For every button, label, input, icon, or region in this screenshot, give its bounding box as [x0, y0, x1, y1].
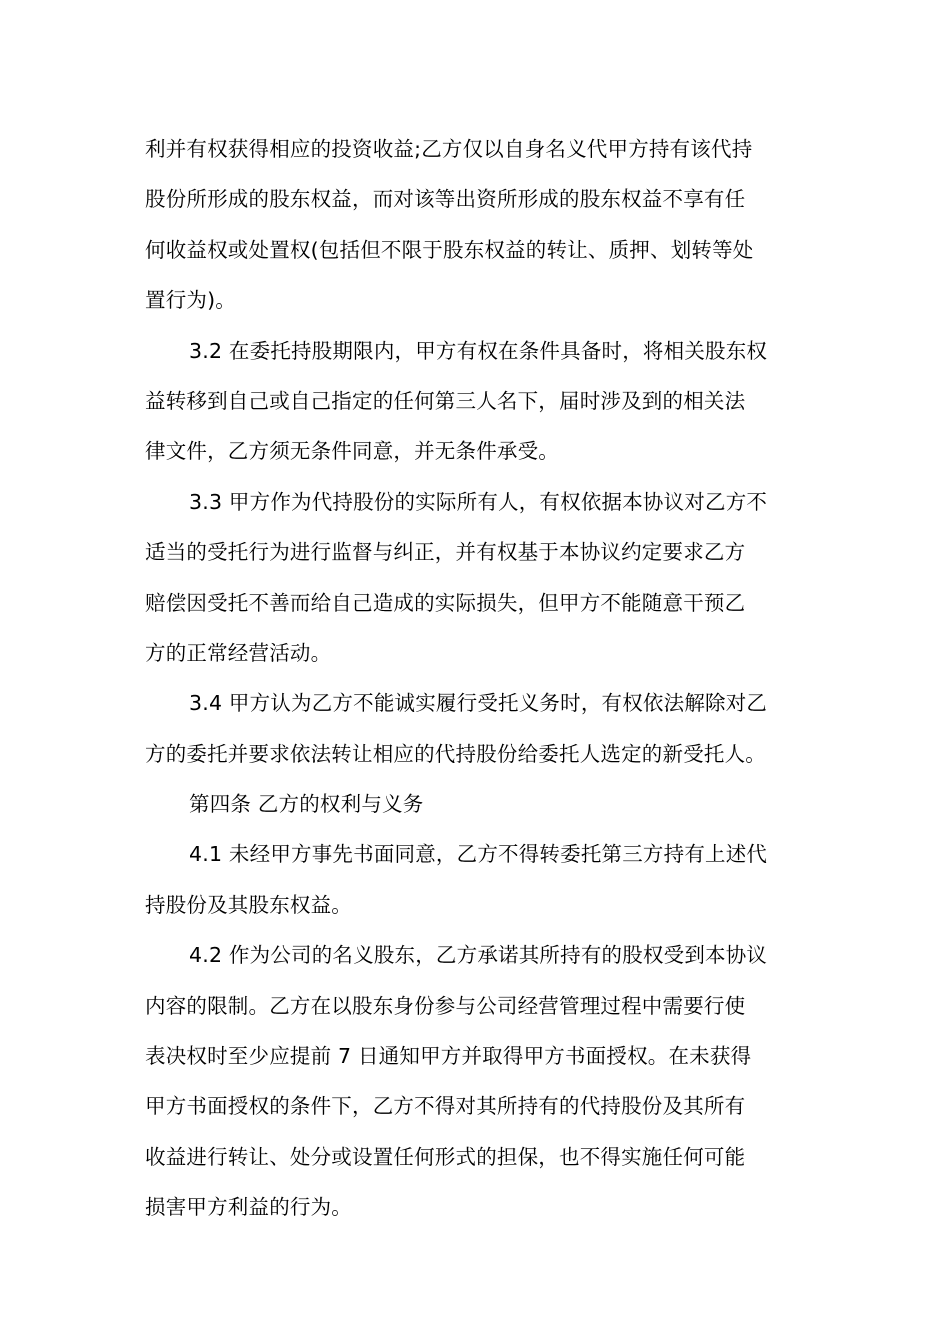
clause-3-3-start: 3.3 甲方作为代持股份的实际所有人，有权依据本协议对乙方不 — [189, 489, 768, 514]
text-line: 内容的限制。乙方在以股东身份参与公司经营管理过程中需要行使 — [145, 993, 746, 1018]
text-line: 利并有权获得相应的投资收益;乙方仅以自身名义代甲方持有该代持 — [145, 137, 753, 161]
text-line: 何收益权或处置权(包括但不限于股东权益的转让、质押、划转等处 — [145, 237, 754, 262]
text-line: 收益进行转让、处分或设置任何形式的担保，也不得实施任何可能 — [145, 1144, 746, 1169]
text-line: 适当的受托行为进行监督与纠正，并有权基于本协议约定要求乙方 — [145, 540, 746, 565]
text-line: 损害甲方利益的行为。 — [145, 1195, 352, 1220]
clause-4-1-start: 4.1 未经甲方事先书面同意，乙方不得转委托第三方持有上述代 — [189, 842, 768, 867]
clause-3-2-start: 3.2 在委托持股期限内，甲方有权在条件具备时，将相关股东权 — [189, 338, 768, 363]
text-line: 股份所形成的股东权益，而对该等出资所形成的股东权益不享有任 — [145, 187, 746, 212]
text-line: 方的委托并要求依法转让相应的代持股份给委托人选定的新受托人。 — [145, 741, 766, 766]
text-line: 持股份及其股东权益。 — [145, 892, 352, 917]
text-line: 益转移到自己或自己指定的任何第三人名下，届时涉及到的相关法 — [145, 388, 746, 413]
text-line: 表决权时至少应提前 7 日通知甲方并取得甲方书面授权。在未获得 — [145, 1044, 752, 1069]
text-line: 律文件，乙方须无条件同意，并无条件承受。 — [145, 439, 559, 464]
text-line: 甲方书面授权的条件下，乙方不得对其所持有的代持股份及其所有 — [145, 1094, 746, 1119]
document-body — [145, 124, 807, 1233]
text-line: 方的正常经营活动。 — [145, 640, 332, 665]
clause-4-2-start: 4.2 作为公司的名义股东，乙方承诺其所持有的股权受到本协议 — [189, 943, 768, 968]
text-line: 赔偿因受托不善而给自己造成的实际损失，但甲方不能随意干预乙 — [145, 590, 746, 615]
text-line: 置行为)。 — [145, 288, 236, 313]
clause-3-4-start: 3.4 甲方认为乙方不能诚实履行受托义务时，有权依法解除对乙 — [189, 691, 768, 716]
article-4-heading: 第四条 乙方的权利与义务 — [189, 792, 424, 817]
